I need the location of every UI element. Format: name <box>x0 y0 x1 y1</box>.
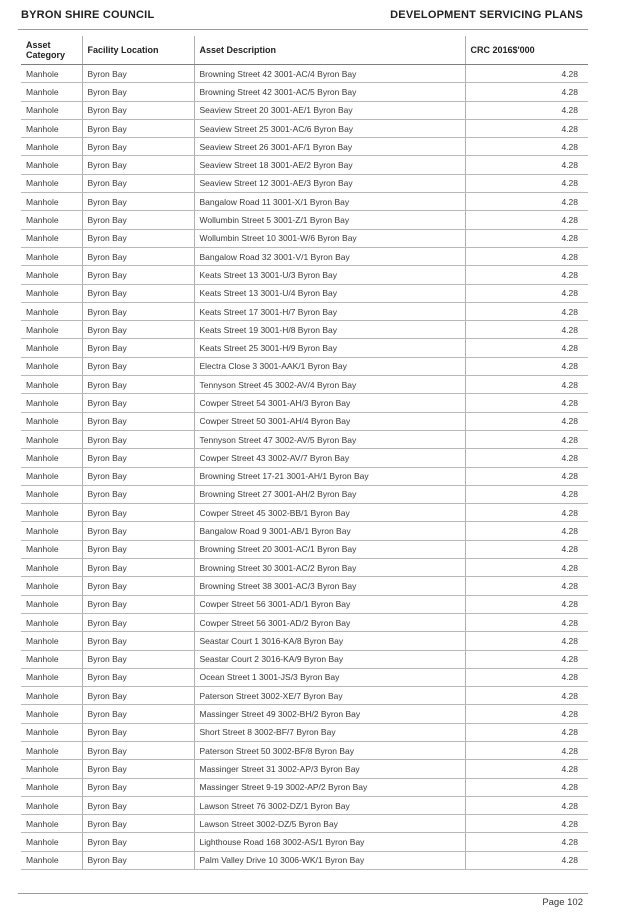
cell-asset-category: Manhole <box>21 174 82 192</box>
cell-crc-value: 4.28 <box>465 668 588 686</box>
cell-asset-category: Manhole <box>21 485 82 503</box>
table-row <box>21 412 588 430</box>
table-row <box>21 449 588 467</box>
cell-crc-value: 4.28 <box>465 449 588 467</box>
cell-asset-category: Manhole <box>21 741 82 759</box>
table-row <box>21 193 588 211</box>
cell-facility-location: Byron Bay <box>82 302 194 320</box>
table-row <box>21 211 588 229</box>
cell-crc-value: 4.28 <box>465 321 588 339</box>
cell-crc-value: 4.28 <box>465 65 588 83</box>
table-row <box>21 741 588 759</box>
table-row <box>21 687 588 705</box>
cell-asset-description: Cowper Street 45 3002-BB/1 Byron Bay <box>194 504 465 522</box>
cell-asset-description: Lighthouse Road 168 3002-AS/1 Byron Bay <box>194 833 465 851</box>
cell-facility-location: Byron Bay <box>82 833 194 851</box>
cell-asset-category: Manhole <box>21 229 82 247</box>
cell-facility-location: Byron Bay <box>82 83 194 101</box>
cell-asset-category: Manhole <box>21 522 82 540</box>
cell-asset-description: Cowper Street 56 3001-AD/2 Byron Bay <box>194 613 465 631</box>
cell-asset-description: Paterson Street 3002-XE/7 Byron Bay <box>194 687 465 705</box>
cell-facility-location: Byron Bay <box>82 650 194 668</box>
cell-asset-category: Manhole <box>21 357 82 375</box>
cell-crc-value: 4.28 <box>465 687 588 705</box>
cell-asset-category: Manhole <box>21 559 82 577</box>
cell-facility-location: Byron Bay <box>82 211 194 229</box>
cell-asset-description: Short Street 8 3002-BF/7 Byron Bay <box>194 723 465 741</box>
cell-asset-description: Bangalow Road 9 3001-AB/1 Byron Bay <box>194 522 465 540</box>
table-row <box>21 430 588 448</box>
table-row <box>21 321 588 339</box>
table-row <box>21 229 588 247</box>
cell-asset-category: Manhole <box>21 302 82 320</box>
cell-asset-description: Seastar Court 2 3016-KA/9 Byron Bay <box>194 650 465 668</box>
cell-asset-description: Tennyson Street 47 3002-AV/5 Byron Bay <box>194 430 465 448</box>
cell-crc-value: 4.28 <box>465 430 588 448</box>
cell-crc-value: 4.28 <box>465 376 588 394</box>
cell-asset-description: Cowper Street 56 3001-AD/1 Byron Bay <box>194 595 465 613</box>
table-row <box>21 613 588 631</box>
table-row <box>21 632 588 650</box>
cell-asset-category: Manhole <box>21 119 82 137</box>
cell-asset-description: Keats Street 17 3001-H/7 Byron Bay <box>194 302 465 320</box>
table-row <box>21 705 588 723</box>
cell-crc-value: 4.28 <box>465 284 588 302</box>
cell-asset-category: Manhole <box>21 833 82 851</box>
cell-asset-category: Manhole <box>21 339 82 357</box>
cell-asset-description: Keats Street 13 3001-U/3 Byron Bay <box>194 266 465 284</box>
cell-asset-category: Manhole <box>21 138 82 156</box>
cell-asset-description: Seaview Street 18 3001-AE/2 Byron Bay <box>194 156 465 174</box>
cell-facility-location: Byron Bay <box>82 65 194 83</box>
cell-asset-category: Manhole <box>21 394 82 412</box>
cell-crc-value: 4.28 <box>465 83 588 101</box>
column-header-crc: CRC 2016$'000 <box>465 36 588 65</box>
cell-crc-value: 4.28 <box>465 247 588 265</box>
cell-crc-value: 4.28 <box>465 796 588 814</box>
cell-facility-location: Byron Bay <box>82 174 194 192</box>
cell-facility-location: Byron Bay <box>82 577 194 595</box>
table-row <box>21 138 588 156</box>
cell-facility-location: Byron Bay <box>82 705 194 723</box>
cell-facility-location: Byron Bay <box>82 449 194 467</box>
page-number: Page 102 <box>542 897 583 908</box>
cell-asset-description: Browning Street 17-21 3001-AH/1 Byron Bay <box>194 467 465 485</box>
table-row <box>21 284 588 302</box>
table-row <box>21 851 588 869</box>
cell-crc-value: 4.28 <box>465 101 588 119</box>
cell-asset-category: Manhole <box>21 613 82 631</box>
cell-asset-category: Manhole <box>21 467 82 485</box>
table-row <box>21 302 588 320</box>
cell-asset-description: Keats Street 25 3001-H/9 Byron Bay <box>194 339 465 357</box>
table-row <box>21 815 588 833</box>
table-row <box>21 101 588 119</box>
cell-asset-category: Manhole <box>21 760 82 778</box>
table-row <box>21 467 588 485</box>
cell-asset-category: Manhole <box>21 101 82 119</box>
cell-asset-description: Lawson Street 3002-DZ/5 Byron Bay <box>194 815 465 833</box>
cell-asset-description: Bangalow Road 11 3001-X/1 Byron Bay <box>194 193 465 211</box>
cell-crc-value: 4.28 <box>465 778 588 796</box>
cell-crc-value: 4.28 <box>465 741 588 759</box>
cell-asset-category: Manhole <box>21 156 82 174</box>
cell-crc-value: 4.28 <box>465 485 588 503</box>
cell-asset-description: Bangalow Road 32 3001-V/1 Byron Bay <box>194 247 465 265</box>
cell-crc-value: 4.28 <box>465 229 588 247</box>
cell-asset-category: Manhole <box>21 577 82 595</box>
table-row <box>21 504 588 522</box>
cell-crc-value: 4.28 <box>465 302 588 320</box>
table-row <box>21 778 588 796</box>
cell-asset-category: Manhole <box>21 284 82 302</box>
cell-asset-category: Manhole <box>21 65 82 83</box>
cell-facility-location: Byron Bay <box>82 613 194 631</box>
table-row <box>21 796 588 814</box>
cell-asset-description: Seastar Court 1 3016-KA/8 Byron Bay <box>194 632 465 650</box>
cell-asset-category: Manhole <box>21 504 82 522</box>
cell-facility-location: Byron Bay <box>82 522 194 540</box>
cell-asset-category: Manhole <box>21 851 82 869</box>
cell-asset-description: Massinger Street 9-19 3002-AP/2 Byron Bay <box>194 778 465 796</box>
table-row <box>21 357 588 375</box>
cell-asset-description: Lawson Street 76 3002-DZ/1 Byron Bay <box>194 796 465 814</box>
cell-crc-value: 4.28 <box>465 193 588 211</box>
cell-crc-value: 4.28 <box>465 705 588 723</box>
cell-facility-location: Byron Bay <box>82 156 194 174</box>
table-header-row <box>21 36 588 65</box>
cell-asset-description: Browning Street 38 3001-AC/3 Byron Bay <box>194 577 465 595</box>
cell-facility-location: Byron Bay <box>82 540 194 558</box>
cell-asset-description: Seaview Street 20 3001-AE/1 Byron Bay <box>194 101 465 119</box>
cell-facility-location: Byron Bay <box>82 778 194 796</box>
cell-asset-description: Seaview Street 25 3001-AC/6 Byron Bay <box>194 119 465 137</box>
cell-crc-value: 4.28 <box>465 119 588 137</box>
cell-asset-description: Browning Street 42 3001-AC/5 Byron Bay <box>194 83 465 101</box>
cell-crc-value: 4.28 <box>465 632 588 650</box>
cell-facility-location: Byron Bay <box>82 485 194 503</box>
cell-asset-description: Massinger Street 31 3002-AP/3 Byron Bay <box>194 760 465 778</box>
cell-facility-location: Byron Bay <box>82 741 194 759</box>
cell-facility-location: Byron Bay <box>82 376 194 394</box>
cell-asset-category: Manhole <box>21 723 82 741</box>
cell-crc-value: 4.28 <box>465 522 588 540</box>
table-row <box>21 156 588 174</box>
cell-crc-value: 4.28 <box>465 339 588 357</box>
table-row <box>21 668 588 686</box>
cell-asset-category: Manhole <box>21 796 82 814</box>
column-header-asset-category: Asset Category <box>21 36 82 65</box>
cell-facility-location: Byron Bay <box>82 687 194 705</box>
cell-asset-category: Manhole <box>21 778 82 796</box>
cell-asset-category: Manhole <box>21 430 82 448</box>
cell-crc-value: 4.28 <box>465 357 588 375</box>
cell-asset-description: Palm Valley Drive 10 3006-WK/1 Byron Bay <box>194 851 465 869</box>
cell-asset-description: Browning Street 30 3001-AC/2 Byron Bay <box>194 559 465 577</box>
cell-facility-location: Byron Bay <box>82 229 194 247</box>
table-row <box>21 83 588 101</box>
cell-asset-description: Cowper Street 54 3001-AH/3 Byron Bay <box>194 394 465 412</box>
table-row <box>21 339 588 357</box>
cell-crc-value: 4.28 <box>465 760 588 778</box>
cell-asset-category: Manhole <box>21 540 82 558</box>
cell-facility-location: Byron Bay <box>82 467 194 485</box>
table-row <box>21 540 588 558</box>
cell-asset-category: Manhole <box>21 705 82 723</box>
cell-facility-location: Byron Bay <box>82 138 194 156</box>
cell-asset-description: Electra Close 3 3001-AAK/1 Byron Bay <box>194 357 465 375</box>
cell-asset-description: Browning Street 27 3001-AH/2 Byron Bay <box>194 485 465 503</box>
cell-facility-location: Byron Bay <box>82 247 194 265</box>
cell-facility-location: Byron Bay <box>82 357 194 375</box>
cell-facility-location: Byron Bay <box>82 412 194 430</box>
cell-asset-category: Manhole <box>21 321 82 339</box>
cell-asset-category: Manhole <box>21 650 82 668</box>
cell-crc-value: 4.28 <box>465 504 588 522</box>
table-row <box>21 650 588 668</box>
cell-asset-category: Manhole <box>21 815 82 833</box>
cell-facility-location: Byron Bay <box>82 284 194 302</box>
cell-asset-category: Manhole <box>21 595 82 613</box>
cell-facility-location: Byron Bay <box>82 851 194 869</box>
table-row <box>21 376 588 394</box>
table-row <box>21 595 588 613</box>
table-body <box>21 65 588 870</box>
cell-facility-location: Byron Bay <box>82 815 194 833</box>
cell-asset-category: Manhole <box>21 211 82 229</box>
table-row <box>21 559 588 577</box>
cell-crc-value: 4.28 <box>465 412 588 430</box>
table-row <box>21 247 588 265</box>
cell-crc-value: 4.28 <box>465 138 588 156</box>
cell-facility-location: Byron Bay <box>82 559 194 577</box>
cell-facility-location: Byron Bay <box>82 723 194 741</box>
cell-crc-value: 4.28 <box>465 851 588 869</box>
table-row <box>21 394 588 412</box>
cell-crc-value: 4.28 <box>465 650 588 668</box>
cell-facility-location: Byron Bay <box>82 430 194 448</box>
cell-asset-category: Manhole <box>21 668 82 686</box>
cell-asset-category: Manhole <box>21 687 82 705</box>
cell-asset-description: Keats Street 13 3001-U/4 Byron Bay <box>194 284 465 302</box>
cell-crc-value: 4.28 <box>465 815 588 833</box>
table-row <box>21 723 588 741</box>
table-row <box>21 174 588 192</box>
column-header-facility-location: Facility Location <box>82 36 194 65</box>
table-row <box>21 485 588 503</box>
cell-facility-location: Byron Bay <box>82 504 194 522</box>
cell-facility-location: Byron Bay <box>82 193 194 211</box>
cell-asset-category: Manhole <box>21 632 82 650</box>
cell-facility-location: Byron Bay <box>82 339 194 357</box>
cell-crc-value: 4.28 <box>465 595 588 613</box>
cell-asset-category: Manhole <box>21 83 82 101</box>
cell-asset-description: Seaview Street 26 3001-AF/1 Byron Bay <box>194 138 465 156</box>
cell-facility-location: Byron Bay <box>82 119 194 137</box>
cell-asset-description: Ocean Street 1 3001-JS/3 Byron Bay <box>194 668 465 686</box>
cell-asset-description: Wollumbin Street 10 3001-W/6 Byron Bay <box>194 229 465 247</box>
cell-facility-location: Byron Bay <box>82 796 194 814</box>
cell-asset-description: Massinger Street 49 3002-BH/2 Byron Bay <box>194 705 465 723</box>
cell-crc-value: 4.28 <box>465 540 588 558</box>
document-header-left: BYRON SHIRE COUNCIL <box>21 9 155 21</box>
cell-facility-location: Byron Bay <box>82 394 194 412</box>
table-row <box>21 760 588 778</box>
cell-asset-category: Manhole <box>21 193 82 211</box>
cell-asset-category: Manhole <box>21 266 82 284</box>
table-row <box>21 65 588 83</box>
cell-asset-description: Paterson Street 50 3002-BF/8 Byron Bay <box>194 741 465 759</box>
cell-crc-value: 4.28 <box>465 559 588 577</box>
cell-asset-description: Browning Street 20 3001-AC/1 Byron Bay <box>194 540 465 558</box>
cell-asset-category: Manhole <box>21 449 82 467</box>
footer-divider <box>18 893 588 894</box>
cell-crc-value: 4.28 <box>465 833 588 851</box>
table-row <box>21 266 588 284</box>
cell-facility-location: Byron Bay <box>82 266 194 284</box>
cell-facility-location: Byron Bay <box>82 595 194 613</box>
table-row <box>21 119 588 137</box>
document-header-right: DEVELOPMENT SERVICING PLANS <box>390 9 583 21</box>
cell-asset-category: Manhole <box>21 412 82 430</box>
cell-crc-value: 4.28 <box>465 577 588 595</box>
cell-asset-description: Browning Street 42 3001-AC/4 Byron Bay <box>194 65 465 83</box>
column-header-asset-description: Asset Description <box>194 36 465 65</box>
cell-asset-description: Wollumbin Street 5 3001-Z/1 Byron Bay <box>194 211 465 229</box>
cell-facility-location: Byron Bay <box>82 321 194 339</box>
asset-table <box>21 36 588 870</box>
table-row <box>21 577 588 595</box>
header-divider <box>18 29 588 30</box>
cell-facility-location: Byron Bay <box>82 668 194 686</box>
cell-crc-value: 4.28 <box>465 266 588 284</box>
cell-crc-value: 4.28 <box>465 723 588 741</box>
cell-crc-value: 4.28 <box>465 156 588 174</box>
cell-asset-description: Cowper Street 50 3001-AH/4 Byron Bay <box>194 412 465 430</box>
table-row <box>21 522 588 540</box>
cell-crc-value: 4.28 <box>465 174 588 192</box>
cell-crc-value: 4.28 <box>465 394 588 412</box>
cell-facility-location: Byron Bay <box>82 760 194 778</box>
table-row <box>21 833 588 851</box>
cell-facility-location: Byron Bay <box>82 632 194 650</box>
cell-asset-category: Manhole <box>21 376 82 394</box>
cell-asset-category: Manhole <box>21 247 82 265</box>
cell-crc-value: 4.28 <box>465 211 588 229</box>
cell-crc-value: 4.28 <box>465 467 588 485</box>
cell-asset-description: Cowper Street 43 3002-AV/7 Byron Bay <box>194 449 465 467</box>
cell-crc-value: 4.28 <box>465 613 588 631</box>
cell-facility-location: Byron Bay <box>82 101 194 119</box>
cell-asset-description: Keats Street 19 3001-H/8 Byron Bay <box>194 321 465 339</box>
cell-asset-description: Tennyson Street 45 3002-AV/4 Byron Bay <box>194 376 465 394</box>
cell-asset-description: Seaview Street 12 3001-AE/3 Byron Bay <box>194 174 465 192</box>
